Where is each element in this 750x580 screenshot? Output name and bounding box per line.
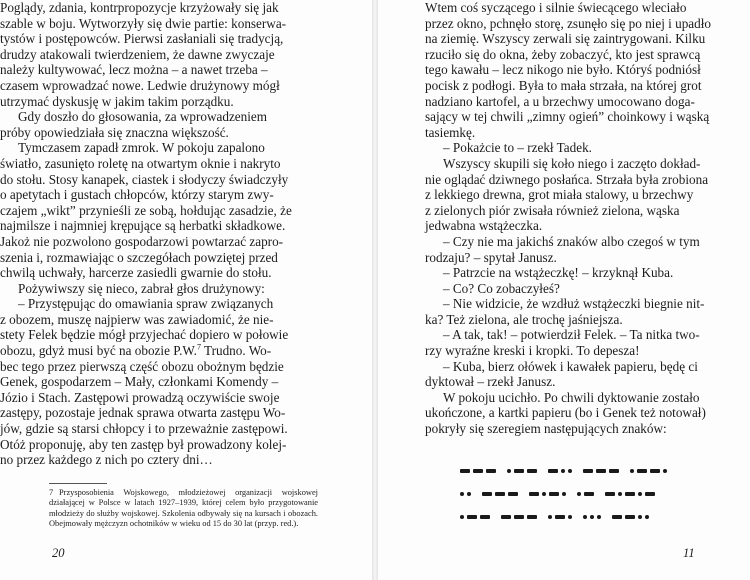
morse-dash bbox=[555, 515, 565, 519]
footnote bbox=[49, 488, 318, 530]
morse-dash bbox=[583, 469, 593, 473]
text-line: bec tego przez pierwszą część obozu obożnym będzie bbox=[0, 358, 284, 374]
morse-dot bbox=[577, 492, 581, 496]
morse-row bbox=[460, 512, 690, 522]
text-line: nie oglądać dziwnego posłańca. Strzała była zrobiona bbox=[425, 171, 709, 187]
text-line: Otóż proponuję, aby ten zastęp był prowadzony kolej- bbox=[0, 436, 287, 452]
page-number-left: 20 bbox=[52, 546, 65, 560]
footnote-reference: 7 bbox=[196, 342, 201, 352]
text-line: rzuciło się do okna, żeby zobaczyć, kto jest sprawcą bbox=[425, 46, 701, 62]
text-line: no przez każdego z nich po cztery dni… bbox=[0, 452, 213, 468]
morse-dot bbox=[507, 469, 511, 473]
text-line: Tymczasem zapadł zmrok. W pokoju zapalono bbox=[18, 140, 265, 156]
text-line: pocisk z podłogi. Była to mała strzała, na której grot bbox=[425, 77, 702, 93]
morse-dash bbox=[645, 492, 655, 496]
text-line: W pokoju ucichło. Po chwili dyktowanie zostało bbox=[443, 389, 700, 405]
morse-dash bbox=[501, 515, 511, 519]
text-line: stety Felek będzie mógł przyjechać dopiero w połowie bbox=[0, 327, 289, 343]
morse-row bbox=[460, 466, 690, 476]
text-line: drudzy atakowali twierdzeniem, że dawne zwyczaje bbox=[0, 46, 275, 62]
text-line: najmilsze i najmniej krępujące są herbatki składkowe. bbox=[0, 218, 286, 234]
morse-dot bbox=[638, 492, 642, 496]
morse-dash bbox=[514, 469, 524, 473]
text-line: należy kultywować, lecz można – a nawet trzeba – bbox=[0, 62, 268, 78]
morse-dash bbox=[549, 492, 559, 496]
text-line: – Kuba, bierz ołówek i kawałek papieru, będę ci bbox=[443, 358, 698, 374]
text-line: – Nie widzicie, że wzdłuż wstążeczki biegnie nit- bbox=[443, 296, 705, 312]
morse-dot bbox=[548, 515, 552, 519]
morse-dash bbox=[637, 469, 647, 473]
text-line: rodzaju? – spytał Janusz. bbox=[425, 249, 557, 265]
morse-dash bbox=[467, 515, 477, 519]
text-line: – Czy nie ma jakichś znaków albo czegoś w tym bbox=[443, 233, 700, 249]
morse-dash bbox=[514, 515, 524, 519]
text-line: czajem „wikt” przynieśli ze sobą, hołdując zasadzie, że bbox=[0, 202, 292, 218]
text-line: Poglądy, zdania, kontrpropozycje krzyżowały się jak bbox=[0, 0, 279, 15]
text-line: do stołu. Stosy kanapek, ciastek i słodyczy świadczyły bbox=[0, 171, 289, 187]
text-line: szenia i, rozmawiając o szczegółach powziętej przed bbox=[0, 249, 278, 265]
text-line: jedwabna wstążeczka. bbox=[425, 218, 543, 234]
text-line: z zielonych piór zwisała również zielona, wąska bbox=[425, 202, 680, 218]
morse-dash bbox=[584, 492, 594, 496]
morse-dash bbox=[650, 469, 660, 473]
text-line: ukończone, a kartki papieru (bo i Genek też notował) bbox=[425, 405, 706, 421]
text-line: na ziemię. Wszyscy zerwali się zaintrygowani. Kilku bbox=[425, 31, 706, 47]
morse-dash bbox=[625, 492, 635, 496]
morse-dash bbox=[482, 492, 492, 496]
morse-dot bbox=[460, 515, 464, 519]
morse-row bbox=[460, 489, 690, 499]
text-line: nadziano kartofel, a u brzechwy umocowano doga- bbox=[425, 93, 695, 109]
text-line: tasiemkę. bbox=[425, 124, 476, 140]
text-line bbox=[0, 343, 292, 359]
morse-dash bbox=[605, 492, 615, 496]
text-line: zastępy, pozostaje jednak sprawa otwarta zastępu Wo- bbox=[0, 405, 286, 421]
morse-dash bbox=[609, 469, 619, 473]
text-line: Wszyscy skupili się koło niego i zaczęto dokład- bbox=[443, 155, 701, 171]
text-line: Józio i Stach. Zastępowi prowadzą oczywiście swoje bbox=[0, 389, 280, 405]
morse-dot bbox=[638, 515, 642, 519]
text-run: obozu, gdyż musi być na obozie P.W. bbox=[0, 343, 197, 359]
text-line: Genek, gospodarzem – Mały, członkami Komendy – bbox=[0, 374, 279, 390]
text-line: utrzymać dyskusję w jakim takim porządku. bbox=[0, 93, 234, 109]
morse-dot bbox=[630, 469, 634, 473]
text-line: czasem wprowadzać nowe. Ledwie drużynowy mógł bbox=[0, 77, 280, 93]
text-line: szable w boju. Wytworzyły się dwie partie: konserwa- bbox=[0, 15, 287, 31]
text-line: przez okno, pchnęło storę, zsunęło się po niej i upadło bbox=[425, 15, 712, 31]
morse-dot bbox=[460, 492, 464, 496]
text-line: tego kawału – lecz nikogo nie było. Któryś podniósł bbox=[425, 62, 701, 78]
morse-dot bbox=[583, 515, 587, 519]
text-line: – Pokażcie to – rzekł Tadek. bbox=[443, 140, 592, 156]
text-line: Pożywiwszy się nieco, zabrał głos drużynowy: bbox=[18, 280, 265, 296]
text-line: – A tak, tak! – potwierdził Felek. – Ta nitka two- bbox=[443, 327, 700, 343]
text-line: o apetytach i gustach chłopców, którzy starym zwy- bbox=[0, 187, 274, 203]
morse-dot bbox=[618, 492, 622, 496]
morse-dot bbox=[663, 469, 667, 473]
morse-dot bbox=[562, 492, 566, 496]
text-line: Jakoż nie pozwolono gospodarzowi powtarzać zapro- bbox=[0, 233, 284, 249]
text-line: z lekkiego drewna, grot miała stalowy, u brzechwy bbox=[425, 187, 694, 203]
text-line: ka? Też zielona, ale trochę jaśniejsza. bbox=[425, 311, 623, 327]
morse-dash bbox=[495, 492, 505, 496]
morse-dash bbox=[548, 469, 558, 473]
morse-dot bbox=[568, 469, 572, 473]
left-page-body bbox=[0, 0, 292, 468]
text-run: Wo- bbox=[248, 343, 272, 359]
text-line: światło, zasunięto roletę na otwartym oknie i nakryto bbox=[0, 155, 281, 171]
morse-dash bbox=[480, 515, 490, 519]
text-line: Gdy doszło do głosowania, za wprowadzeniem bbox=[18, 109, 268, 125]
morse-dot bbox=[568, 515, 572, 519]
text-line: Wtem coś syczącego i silnie świecącego wleciało bbox=[425, 0, 687, 15]
footnote-rule bbox=[49, 483, 107, 484]
text-line: próby opowiedziała się znaczna większość. bbox=[0, 124, 229, 140]
morse-dot bbox=[590, 515, 594, 519]
morse-dot bbox=[597, 515, 601, 519]
text-line: rzy wyraźne kreski i kropki. To depesza! bbox=[425, 343, 640, 359]
morse-dot bbox=[542, 492, 546, 496]
morse-dash bbox=[527, 515, 537, 519]
morse-dash bbox=[508, 492, 518, 496]
text-run: Trudno. bbox=[200, 343, 249, 359]
morse-dash bbox=[529, 492, 539, 496]
text-line: dyktował – rzekł Janusz. bbox=[425, 374, 556, 390]
text-line: sający w tej chwili „zimny ogień” choinkowy i wąską bbox=[425, 109, 710, 125]
morse-dash bbox=[486, 469, 496, 473]
text-line: pokryły się szeregiem następujących znaków: bbox=[425, 421, 667, 437]
morse-dash bbox=[596, 469, 606, 473]
text-line: – Patrzcie na wstążeczkę! – krzyknął Kuba. bbox=[443, 265, 674, 281]
text-line: – Co? Co zobaczyłeś? bbox=[443, 280, 560, 296]
footnote-number: 7 bbox=[49, 488, 54, 497]
morse-dash bbox=[625, 515, 635, 519]
morse-dash bbox=[473, 469, 483, 473]
page-number-right: 11 bbox=[683, 546, 695, 560]
morse-dash bbox=[460, 469, 470, 473]
text-line: tystów i postępowców. Pierwsi zasłaniali się tradycją, bbox=[0, 31, 284, 47]
text-line: chwilą uchwały, harcerze zasiedli gwarnie do stołu. bbox=[0, 265, 272, 281]
right-page-body bbox=[425, 0, 711, 437]
morse-dot bbox=[645, 515, 649, 519]
morse-dot bbox=[467, 492, 471, 496]
morse-dot bbox=[561, 469, 565, 473]
text-line: z obozem, muszę najpierw was zawiadomić, że nie- bbox=[0, 311, 274, 327]
text-line: – Przystępując do omawiania spraw związanych bbox=[18, 296, 274, 312]
morse-dash bbox=[527, 469, 537, 473]
text-line: jów, gdzie są starsi chłopcy i to przeważnie zastępowi. bbox=[0, 421, 288, 437]
morse-dash bbox=[612, 515, 622, 519]
footnote-text: Przysposobienia Wojskowego, młodzieżowej organizacji wojskowej działającej w Polsce w latach 1927–1939, której celem było przygotowanie młodzieży do służby wojskowej. Szkolenia odbywały się na kursach i obozach. Obejmowały mężczyzn ochotników w wieku od 15 do 30 lat (przyp. red.). bbox=[49, 488, 318, 529]
